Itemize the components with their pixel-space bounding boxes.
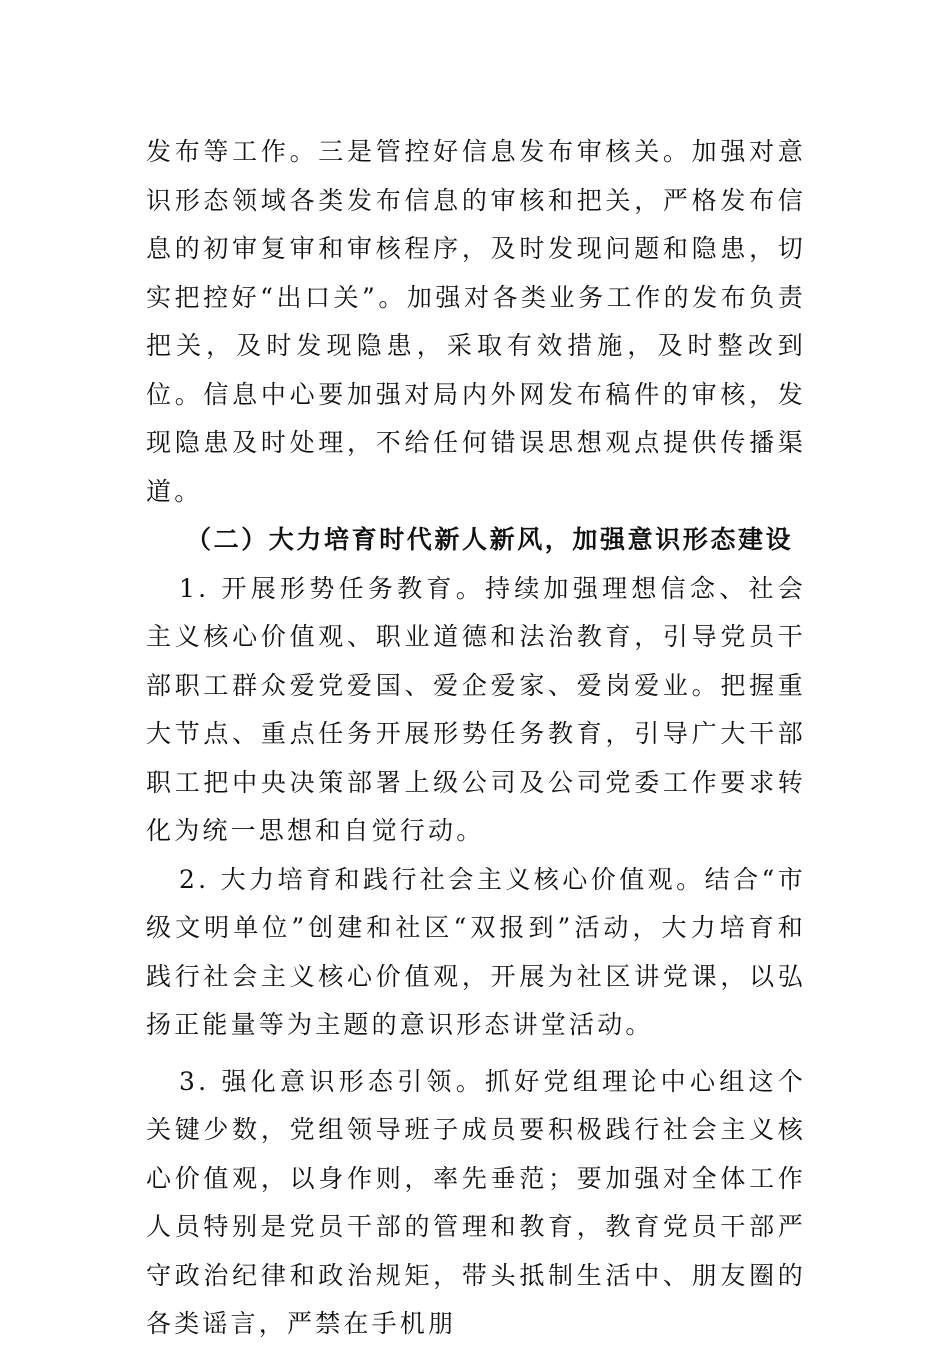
paragraph-item-1: 1. 开展形势任务教育。持续加强理想信念、社会主义核心价值观、职业道德和法治教育，引导党员干部职工群众爱党爱国、爱企爱家、爱岗爱业。把握重大节点、重点任务开展形势任务教育，引导广大干部职工把中央决策部署上级公司及公司党委工作要求转化为统一思想和自觉行动。	[146, 573, 806, 845]
document-body	[146, 128, 806, 1349]
paragraph-continuation: 发布等工作。三是管控好信息发布审核关。加强对意识形态领域各类发布信息的审核和把关，严格发布信息的初审复审和审核程序，及时发现问题和隐患，切实把控好“出口关”。加强对各类业务工作的发布负责把关，及时发现隐患，采取有效措施，及时整改到位。信息中心要加强对局内外网发布稿件的审核，发现隐患及时处理，不给任何错误思想观点提供传播渠道。	[146, 137, 806, 506]
section-heading: （二）大力培育时代新人新风，加强意识形态建设	[186, 525, 794, 554]
paragraph-item-3: 3. 强化意识形态引领。抓好党组理论中心组这个关键少数，党组领导班子成员要积极践行社会主义核心价值观，以身作则，率先垂范；要加强对全体工作人员特别是党员干部的管理和教育，教育党员干部严守政治纪律和政治规矩，带头抵制生活中、朋友圈的各类谣言，严禁在手机朋	[146, 1066, 806, 1338]
paragraph-item-2: 2. 大力培育和践行社会主义核心价值观。结合“市级文明单位”创建和社区“双报到”活动，大力培育和践行社会主义核心价值观，开展为社区讲党课，以弘扬正能量等为主题的意识形态讲堂活动。	[146, 864, 806, 1039]
